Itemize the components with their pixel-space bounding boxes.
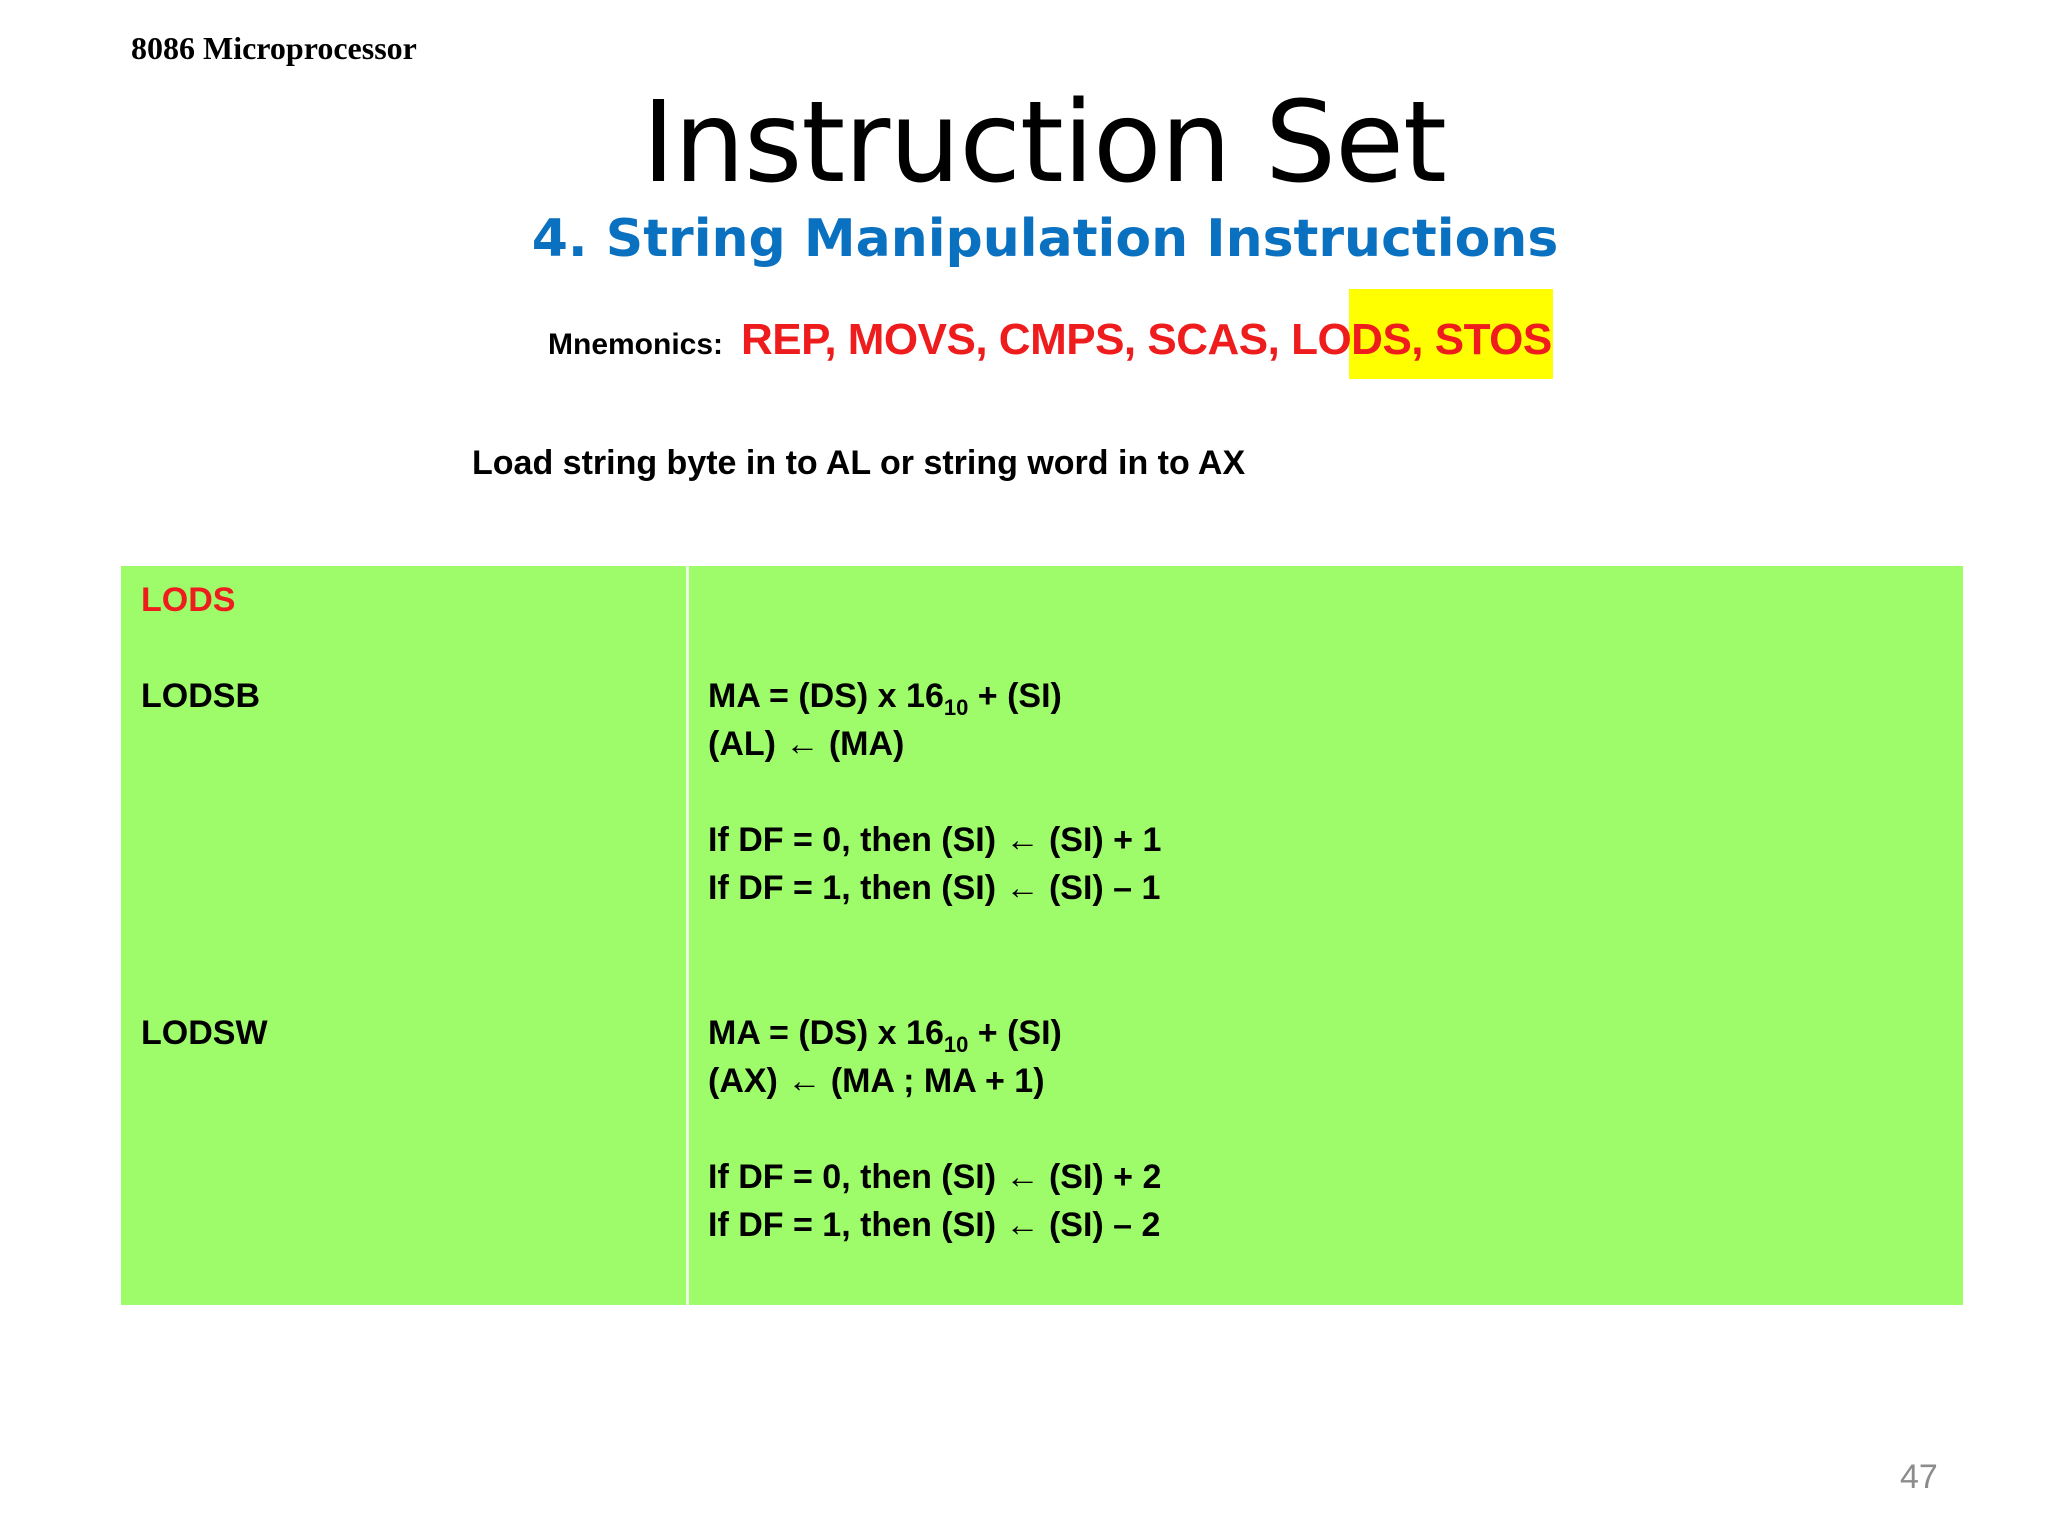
lodsb-address-calc: MA = (DS) x $16_{10} + (SI)$ xyxy=(708,677,1062,720)
instruction-table xyxy=(121,566,1963,1305)
page-number: 47 xyxy=(1900,1458,1938,1496)
mnemonics-row xyxy=(548,300,1552,380)
mnemonics-label: Mnemonics: xyxy=(548,328,724,361)
lodsw-df0-rule: If DF = 0, then (SI) ← (SI) + 2 xyxy=(708,1158,1162,1196)
lodsw-transfer: (AX) ← (MA ; MA + 1) xyxy=(708,1062,1045,1100)
instruction-lodsb: LODSB xyxy=(141,677,260,715)
instruction-lodsw: LODSW xyxy=(141,1014,268,1052)
lodsw-df1-rule: If DF = 1, then (SI) ← (SI) – 2 xyxy=(708,1206,1161,1244)
mnemonics-list: REP, MOVS, CMPS, SCAS, LODS, STOS xyxy=(741,315,1552,364)
lodsw-address-calc: MA = (DS) x $16_{10} + (SI)$ xyxy=(708,1014,1062,1057)
lodsb-df0-rule: If DF = 0, then (SI) ← (SI) + 1 xyxy=(708,821,1162,859)
instruction-group-name: LODS xyxy=(141,581,236,619)
course-label: 8086 Microprocessor xyxy=(131,30,417,66)
column-divider xyxy=(686,566,689,1305)
instruction-description: Load string byte in to AL or string word in to AX xyxy=(472,444,1246,482)
slide-title: Instruction Set xyxy=(642,78,1446,208)
slide-subtitle: 4. String Manipulation Instructions xyxy=(531,209,1559,269)
lodsb-transfer: (AL) ← (MA) xyxy=(708,725,905,763)
lodsb-df1-rule: If DF = 1, then (SI) ← (SI) – 1 xyxy=(708,869,1161,907)
